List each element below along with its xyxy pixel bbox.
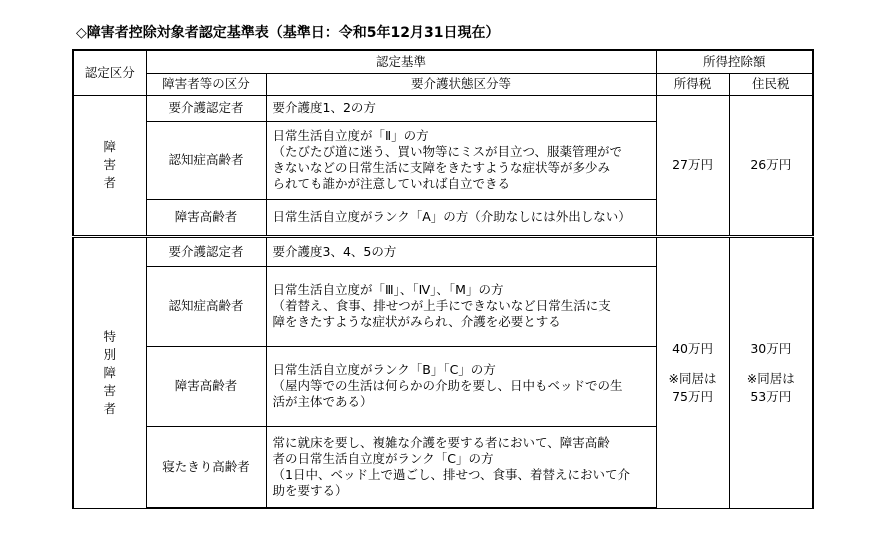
income-tax-cell <box>656 95 729 236</box>
header-category: 認定区分 <box>73 50 146 95</box>
category-label: 特別障害者 <box>103 328 116 416</box>
header-care-class: 要介護状態区分等 <box>266 73 656 95</box>
page-title: ◇障害者控除対象者認定基準表（基準日：令和5年12月31日現在） <box>76 25 500 41</box>
class-cell: 認知症高齢者 <box>146 121 266 199</box>
desc-line: きないなどの日常生活に支障をきたすような症状等が多少み <box>272 160 611 175</box>
desc-line: 者の日常生活自立度がランク「C」の方 <box>272 450 494 466</box>
desc-line: （屋内等での生活は何らかの介助を要し、日中もベッドでの生 <box>272 378 623 393</box>
header-resident-tax: 住民税 <box>729 73 813 95</box>
criteria-table <box>72 49 814 509</box>
desc-cell <box>266 121 656 199</box>
income-tax-cell <box>656 236 729 508</box>
desc-cell <box>266 346 656 426</box>
income-tax-amount: 40万円 <box>672 340 713 356</box>
desc-line: 日常生活自立度がランク「A」の方（介助なしには外出しない） <box>272 209 631 224</box>
resident-tax-cell <box>729 236 813 508</box>
header-disability-class: 障害者等の区分 <box>146 73 266 95</box>
note-line: 75万円 <box>672 388 713 404</box>
desc-line: 障をきたすような症状がみられ、介護を必要とする <box>272 314 561 329</box>
desc-line: 日常生活自立度が「Ⅱ」の方 <box>272 128 429 143</box>
class-cell: 寝たきり高齢者 <box>146 426 266 508</box>
class-cell: 要介護認定者 <box>146 236 266 266</box>
resident-tax-note <box>730 370 813 406</box>
class-cell: 要介護認定者 <box>146 95 266 121</box>
class-cell: 障害高齢者 <box>146 346 266 426</box>
desc-line: （たびたび道に迷う、買い物等にミスが目立つ、服薬管理がで <box>272 144 623 159</box>
desc-cell <box>266 426 656 508</box>
resident-tax-amount: 30万円 <box>750 340 792 356</box>
note-line: ※同居は <box>668 370 717 386</box>
desc-line: 常に就床を要し、複雑な介護を要する者において、障害高齢 <box>272 434 610 450</box>
desc-line: （1日中、ベッド上で過ごし、排せつ、食事、着替えにおいて介 <box>272 466 630 482</box>
class-cell: 障害高齢者 <box>146 199 266 236</box>
header-criteria: 認定基準 <box>146 50 656 73</box>
resident-tax-amount: 26万円 <box>750 157 792 172</box>
income-tax-note <box>657 370 729 406</box>
desc-line: 要介護度1、2の方 <box>272 100 376 115</box>
desc-line: 日常生活自立度がランク「B」「C」の方 <box>272 362 496 377</box>
note-line: 53万円 <box>750 388 792 404</box>
desc-cell <box>266 266 656 346</box>
desc-cell <box>266 236 656 266</box>
desc-line: られても誰かが注意していれば自立できる <box>272 176 511 191</box>
header-income-tax: 所得税 <box>656 73 729 95</box>
class-cell: 認知症高齢者 <box>146 266 266 346</box>
desc-cell <box>266 199 656 236</box>
desc-cell <box>266 95 656 121</box>
category-special-disabled <box>73 236 146 508</box>
income-tax-amount: 27万円 <box>672 157 713 172</box>
desc-line: 要介護度3、4、5の方 <box>272 243 397 259</box>
desc-line: （着替え、食事、排せつが上手にできないなど日常生活に支 <box>272 298 611 313</box>
header-deduction: 所得控除額 <box>656 50 813 73</box>
desc-line: 日常生活自立度が「Ⅲ」、「Ⅳ」、「M」の方 <box>272 282 504 297</box>
category-label: 障害者 <box>103 139 116 190</box>
resident-tax-cell <box>729 95 813 236</box>
desc-line: 助を要する） <box>272 482 348 498</box>
desc-line: 活が主体である） <box>272 394 373 409</box>
category-disabled <box>73 95 146 236</box>
note-line: ※同居は <box>746 370 795 386</box>
